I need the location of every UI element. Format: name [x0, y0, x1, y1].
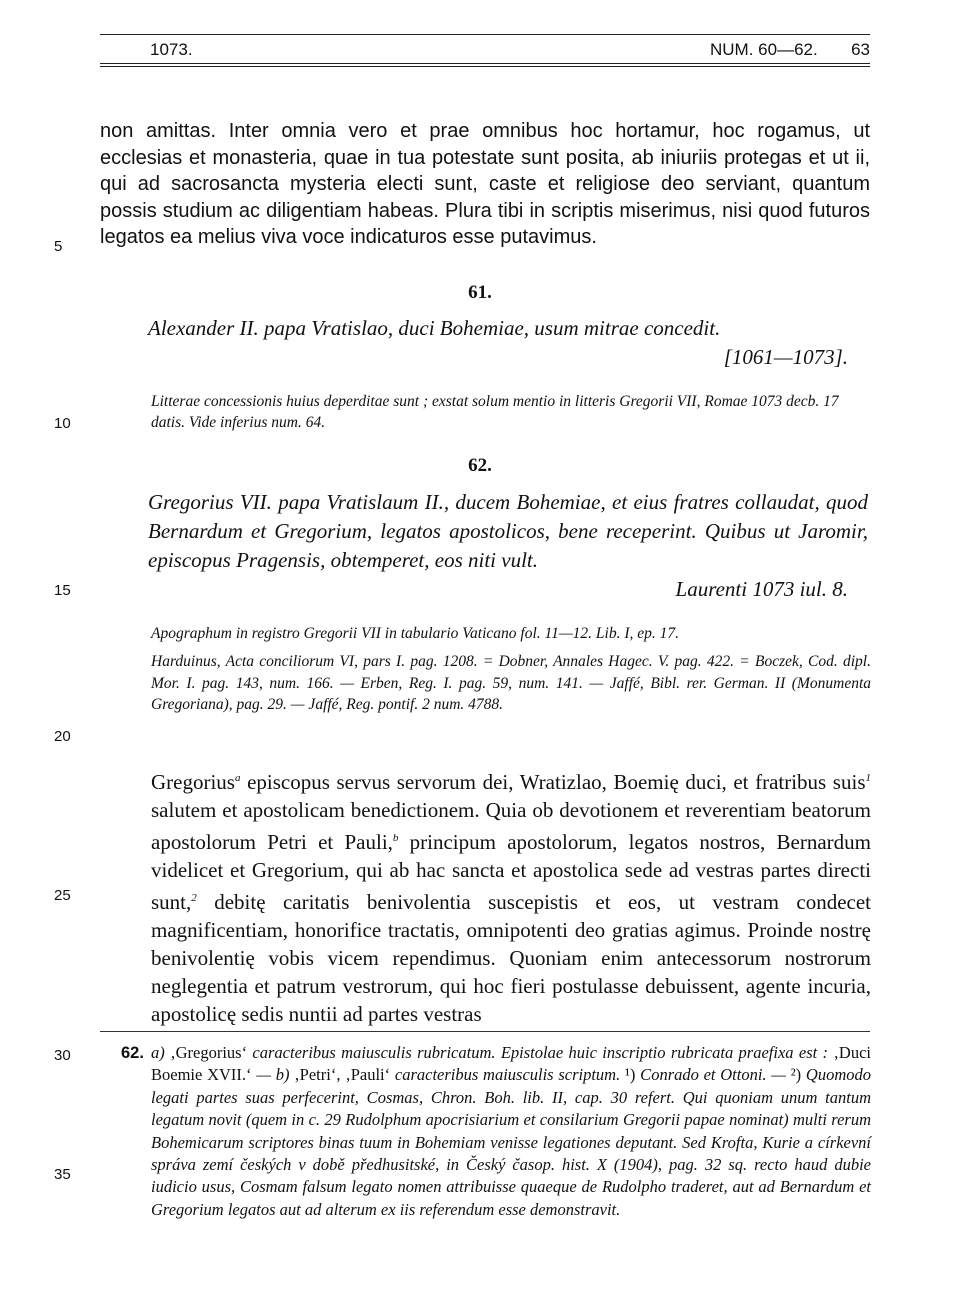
line-number: 10	[54, 415, 71, 432]
footnote-mark-2: ²)	[790, 1065, 802, 1085]
footnote-ref-b: b	[392, 832, 399, 844]
page-number: 63	[851, 40, 870, 59]
line-number: 5	[54, 238, 63, 255]
footnote-quote: ‚Gregorius‘	[164, 1043, 253, 1062]
doc-62-source: Apographum in registro Gregorii VII in tabulario Vaticano fol. 11—12. Lib. I, ep. 17.	[151, 625, 679, 642]
line-number: 15	[54, 582, 71, 599]
body-text-top	[100, 118, 870, 251]
body-text-main	[151, 764, 871, 1028]
footnote-ref-1: 1	[865, 772, 871, 784]
footnote-text: caracteribus maiusculis scriptum.	[394, 1065, 621, 1085]
doc-62-title-text: Gregorius VII. papa Vratislaum II., ducem Bohemiae, et eius fratres collaudat, quod Bernardum et Gregorium, legatos apostolicos, bene receperint. Quibus ut Jaromir, episcopus Pragensis, obtemperet, eos niti vult.	[148, 490, 868, 572]
doc-61-note: Litterae concessionis huius deperditae sunt ; exstat solum mentio in litteris Gregorii VII, Romae 1073 decb. 17 datis. Vide inferius num. 64.	[151, 393, 839, 431]
text-run: debitę caritatis benivolentia suscepistis et eos, ut vestram condecet magnificentiam, honorifice tractatis, omnipotenti deo gratias agimus. Proinde nostrę benivolentię vobis vicem rependimus. Quoniam enim antecessorum nostrorum neglegentia et patrum vestrorum, qui hoc fieri postulasse debuissent, agente incuria, apostolicę sedis nuntii ad partes vestras	[151, 890, 871, 1026]
header-year: 1073.	[150, 40, 193, 59]
doc-62-title	[148, 488, 868, 604]
line-number: 30	[54, 1047, 71, 1064]
footnote-ref-a: a	[234, 772, 241, 784]
footnote-ref-2: 2	[191, 892, 197, 904]
footnote-separator: —	[251, 1065, 276, 1085]
footnote-mark-b: b)	[275, 1065, 290, 1085]
doc-62-date: Laurenti 1073 iul. 8.	[675, 577, 848, 601]
footnote-quote: ‚Duci Boemie XVII.‘	[151, 1043, 871, 1085]
doc-62-number: 62.	[468, 455, 492, 476]
line-number: 20	[54, 728, 71, 745]
line-number: 35	[54, 1166, 71, 1183]
opening-word: Gregorius	[151, 770, 235, 794]
text-run: episcopus servus servorum dei, Wratizlao, Boemię duci, et fratribus suis	[240, 770, 866, 794]
footnote-mark-a: a)	[151, 1043, 165, 1062]
footnote-text: Conrado et Ottoni. —	[635, 1065, 791, 1085]
header-rule-double	[100, 63, 870, 67]
doc-61-title-text: Alexander II. papa Vratislao, duci Bohemiae, usum mitrae concedit.	[148, 316, 721, 340]
doc-61-number: 61.	[468, 282, 492, 303]
body-paragraph-main	[151, 764, 871, 1028]
footnote-quote: ‚Petri‘, ‚Pauli‘	[289, 1065, 395, 1085]
running-header	[100, 34, 870, 67]
footnote-mark-1: ¹)	[624, 1065, 636, 1085]
doc-61-date: [1061—1073].	[723, 345, 848, 369]
body-paragraph-top: non amittas. Inter omnia vero et prae omnibus hoc hortamur, hoc rogamus, ut ecclesias et monasteria, quae in tua potestate sunt posita, ab iniuriis protegas et ut ii, qui ad sacrosancta mysteria electi sunt, caste et religiose deo serviant, quantum possis studium ac diligentiam habeas. Plura tibi in scriptis miserimus, nisi quod futuros legatos ea melius viva voce indicaturos esse putavimus.	[100, 120, 870, 248]
footnote-rule	[100, 1031, 870, 1032]
line-number: 25	[54, 887, 71, 904]
doc-62-editions: Harduinus, Acta conciliorum VI, pars I. pag. 1208. = Dobner, Annales Hagec. V. pag. 422. = Boczek, Cod. dipl. Mor. I. pag. 143, num. 166. — Erben, Reg. I. pag. 59, num. 141. — Jaffé, Bibl. rer. German. II (Monumenta Gregoriana), pag. 29. — Jaffé, Reg. pontif. 2 num. 4788.	[151, 653, 871, 713]
footnotes	[121, 1042, 871, 1221]
header-num-range: NUM. 60—62.	[710, 40, 818, 59]
text-run: salutem et apostolicam benedictionem. Quia ob devotionem et reverentiam beatorum apostolorum Petri et Pauli,	[151, 798, 871, 854]
footnote-text: caracteribus maiusculis rubricatum. Epistolae huic inscriptio rubricata praefixa est :	[252, 1043, 834, 1062]
footnote-doc-number: 62.	[121, 1044, 144, 1062]
doc-61-title	[148, 314, 868, 372]
text-run: principum apostolorum, legatos nostros, Bernardum videlicet et Gregorium, qui ab hac sancta et apostolica sede ad vestras partes directi sunt,	[151, 830, 871, 914]
footnote-text: Quomodo legati partes suas perfecerint, Cosmas, Chron. Boh. lib. II, cap. 30 refert. Qui quoniam unum tantum legatum novit (quem in c. 29 Rudolphum apocrisiarium et consilarium Gregorii papae nominat) multi rerum Bohemicarum scriptores binas tuum in Bohemiam venisse legationes deputant. Sed Krofta, Kurie a církevní správa zemí českých v době předhusitské, in Český časop. hist. X (1904), pag. 32 sq. recto haud dubie iudicio usus, Cosmam falsum legato nomen attribuisse quaeque de Rudolpho traderet, aut ad Bernardum et Gregorium legatos aut ad alterum ex iis referendum esse demonstravit.	[151, 1065, 871, 1219]
